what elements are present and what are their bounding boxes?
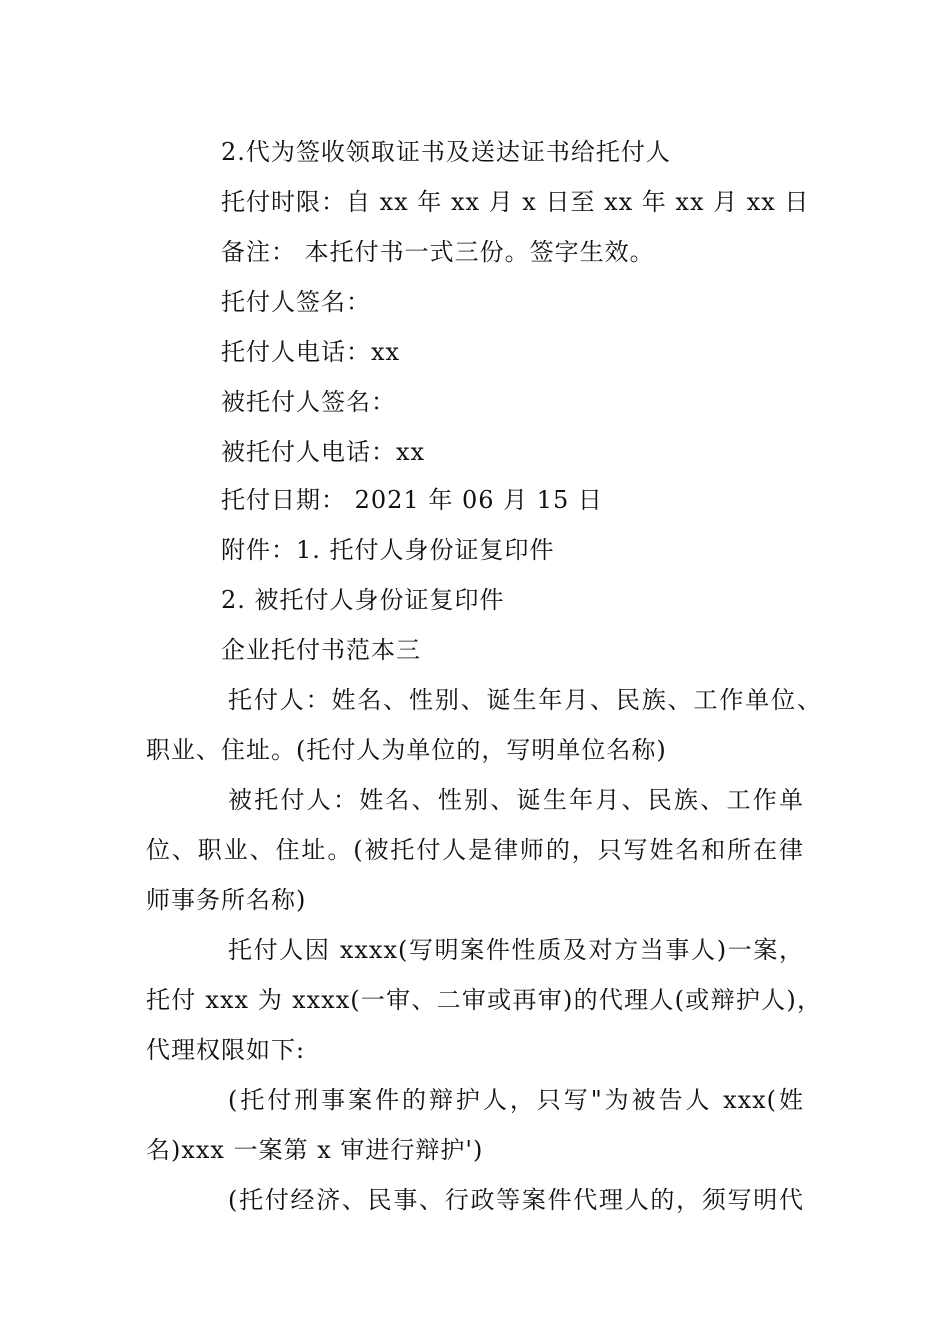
agent-para-line-2: 位、职业、住址。(被托付人是律师的，只写姓名和所在律: [146, 836, 804, 864]
agent-signature-line: 被托付人签名：: [221, 388, 396, 416]
term-line: 托付时限：自 xx 年 xx 月 x 日至 xx 年 xx 月 xx 日: [221, 188, 810, 216]
remark-line: 备注： 本托付书一式三份。签字生效。: [221, 238, 655, 266]
principal-para-line-1: 托付人：姓名、性别、诞生年月、民族、工作单位、: [228, 686, 822, 714]
case-para-line-2: 托付 xxx 为 xxxx(一审、二审或再审)的代理人(或辩护人)，: [146, 986, 822, 1014]
criminal-para-line-1: (托付刑事案件的辩护人，只写"为被告人 xxx(姓: [228, 1086, 804, 1114]
principal-para-line-2: 职业、住址。(托付人为单位的，写明单位名称): [146, 736, 667, 764]
case-para-line-1: 托付人因 xxxx(写明案件性质及对方当事人)一案，: [228, 936, 804, 964]
list-item-2: 2.代为签收领取证书及送达证书给托付人: [221, 138, 671, 166]
principal-signature-line: 托付人签名：: [221, 288, 371, 316]
attachment-line-1: 附件：1. 托付人身份证复印件: [221, 536, 555, 564]
date-line: 托付日期： 2021 年 06 月 15 日: [221, 486, 603, 514]
agent-phone-line: 被托付人电话：xx: [221, 438, 426, 466]
civil-para-line-1: (托付经济、民事、行政等案件代理人的，须写明代: [228, 1186, 804, 1214]
attachment-line-2: 2. 被托付人身份证复印件: [221, 586, 505, 614]
criminal-para-line-2: 名)xxx 一案第 x 审进行辩护'): [146, 1136, 484, 1164]
case-para-line-3: 代理权限如下:: [146, 1036, 306, 1064]
section-title: 企业托付书范本三: [221, 636, 421, 664]
agent-para-line-1: 被托付人：姓名、性别、诞生年月、民族、工作单: [228, 786, 804, 814]
agent-para-line-3: 师事务所名称): [146, 886, 307, 914]
principal-phone-line: 托付人电话：xx: [221, 338, 401, 366]
